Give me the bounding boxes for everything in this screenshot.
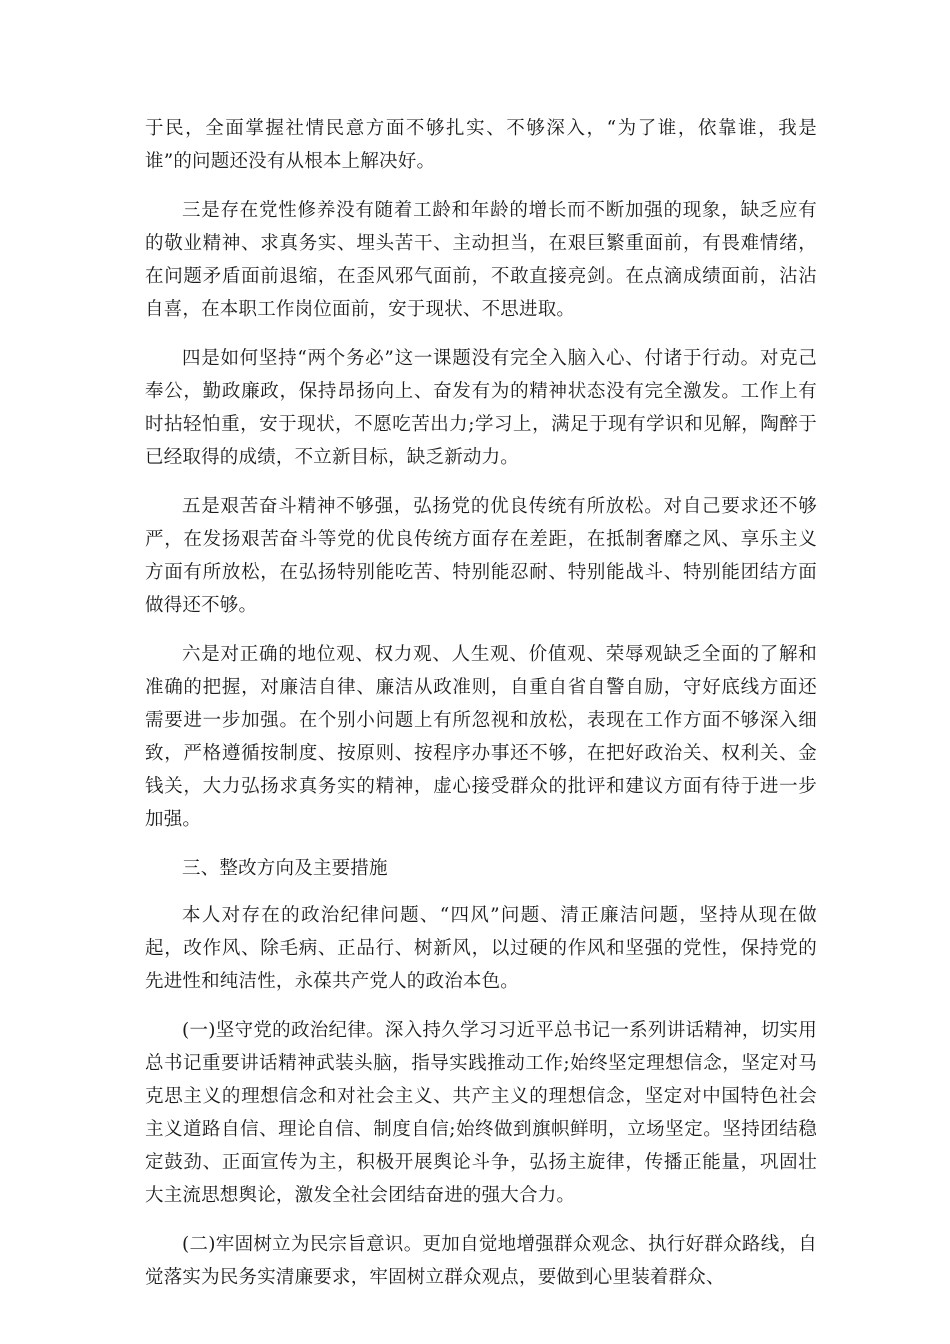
paragraph-continuation: 于民，全面掌握社情民意方面不够扎实、不够深入，“为了谁，依靠谁，我是谁”的问题还没有从根本上解决好。: [145, 118, 817, 172]
paragraph-point-four: 四是如何坚持“两个务必”这一课题没有完全入脑入心、付诸于行动。对克己奉公，勤政廉政，保持昂扬向上、奋发有为的精神状态没有完全激发。工作上有时拈轻怕重，安于现状，不愿吃苦出力;学习上，满足于现有学识和见解，陶醉于已经取得的成绩，不立新目标，缺乏新动力。: [145, 348, 817, 468]
paragraph-section-intro: 本人对存在的政治纪律问题、“四风”问题、清正廉洁问题，坚持从现在做起，改作风、除毛病、正品行、树新风，以过硬的作风和坚强的党性，保持党的先进性和纯洁性，永葆共产党人的政治本色。: [145, 905, 817, 992]
document-body: [145, 112, 817, 1310]
paragraph-point-six: 六是对正确的地位观、权力观、人生观、价值观、荣辱观缺乏全面的了解和准确的把握，对廉洁自律、廉洁从政准则，自重自省自警自励，守好底线方面还需要进一步加强。在个别小问题上有所忽视和放松，表现在工作方面不够深入细致，严格遵循按制度、按原则、按程序办事还不够，在把好政治关、权利关、金钱关，大力弘扬求真务实的精神，虚心接受群众的批评和建议方面有待于进一步加强。: [145, 644, 817, 830]
section-heading: 三、整改方向及主要措施: [182, 858, 388, 879]
paragraph-point-five: 五是艰苦奋斗精神不够强，弘扬党的优良传统有所放松。对自己要求还不够严，在发扬艰苦奋斗等党的优良传统方面存在差距，在抵制奢靡之风、享乐主义方面有所放松，在弘扬特别能吃苦、特别能忍耐、特别能战斗、特别能团结方面做得还不够。: [145, 496, 817, 616]
paragraph-measure-two: (二)牢固树立为民宗旨意识。更加自觉地增强群众观念、执行好群众路线，自觉落实为民务实清廉要求，牢固树立群众观点，要做到心里装着群众、: [145, 1234, 817, 1288]
paragraph-point-three: 三是存在党性修养没有随着工龄和年龄的增长而不断加强的现象，缺乏应有的敬业精神、求真务实、埋头苦干、主动担当，在艰巨繁重面前，有畏难情绪，在问题矛盾面前退缩，在歪风邪气面前，不敢直接亮剑。在点滴成绩面前，沾沾自喜，在本职工作岗位面前，安于现状、不思进取。: [145, 200, 817, 320]
paragraph-measure-one: (一)坚守党的政治纪律。深入持久学习习近平总书记一系列讲话精神，切实用总书记重要讲话精神武装头脑，指导实践推动工作;始终坚定理想信念，坚定对马克思主义的理想信念和对社会主义、共产主义的理想信念，坚定对中国特色社会主义道路自信、理论自信、制度自信;始终做到旗帜鲜明，立场坚定。坚持团结稳定鼓劲、正面宣传为主，积极开展舆论斗争，弘扬主旋律，传播正能量，巩固壮大主流思想舆论，激发全社会团结奋进的强大合力。: [145, 1020, 817, 1206]
